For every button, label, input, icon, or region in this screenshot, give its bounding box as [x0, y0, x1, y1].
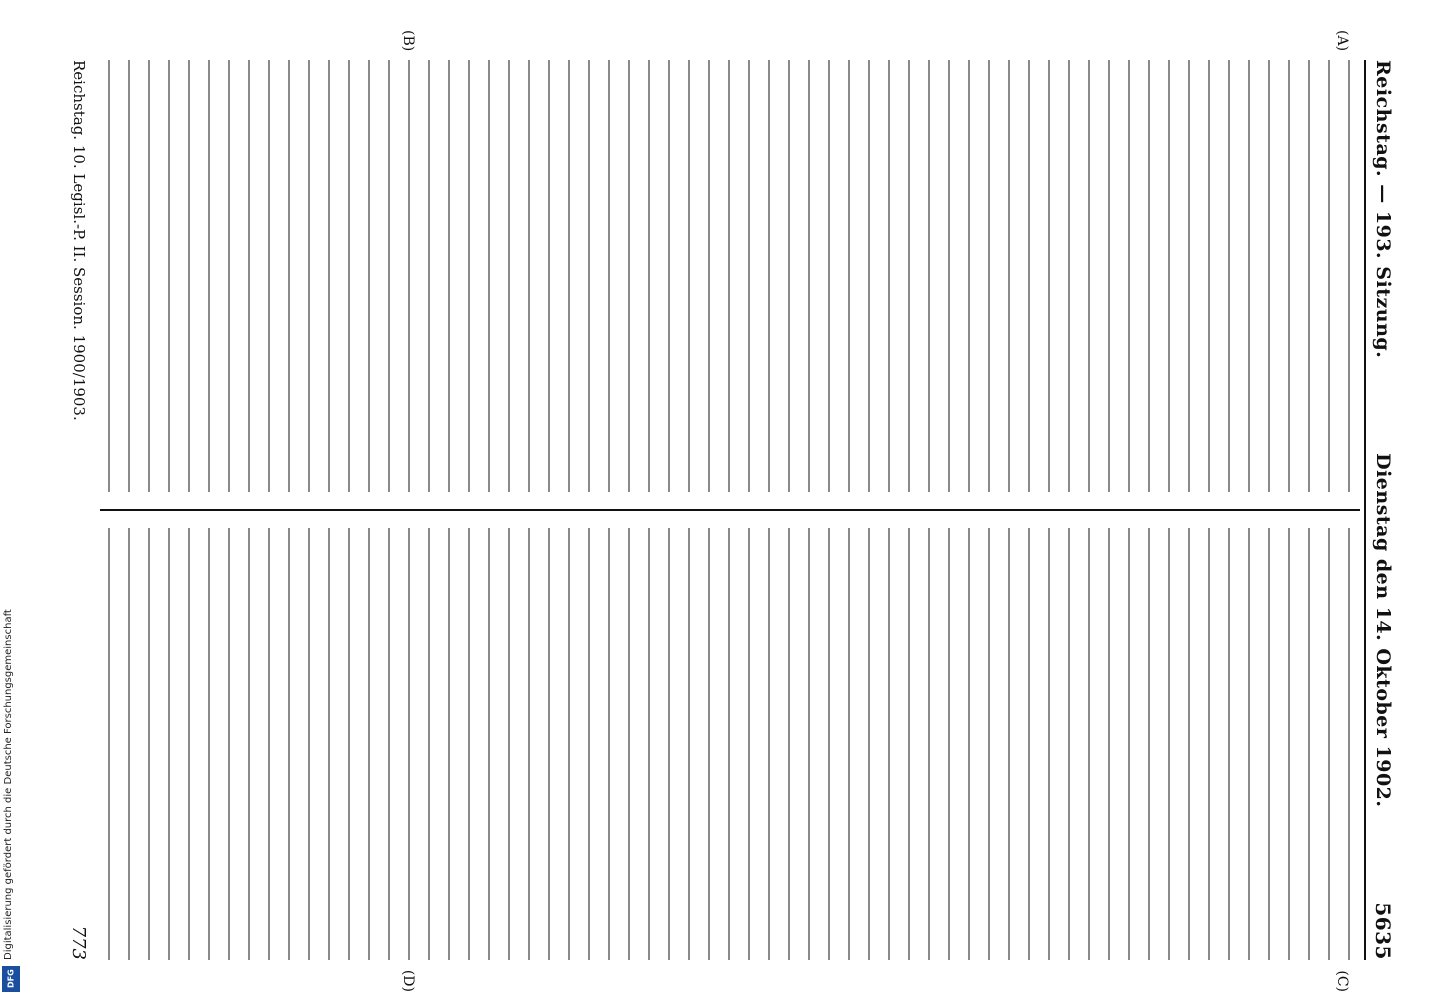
- digitization-notice: Digitalisierung gefördert durch die Deutsche Forschungsgemeinschaft: [3, 609, 14, 960]
- digitization-sidebar: [0, 0, 24, 1000]
- page-footer: [64, 60, 94, 960]
- page-content: [60, 20, 1400, 992]
- text-column-left: [100, 60, 1360, 492]
- page-number: 5635: [1371, 902, 1395, 960]
- column-divider: [100, 509, 1360, 511]
- text-body: [100, 30, 1360, 992]
- text-column-right: [100, 528, 1360, 960]
- margin-marker-c: (C): [1334, 970, 1350, 992]
- running-head: [1364, 60, 1400, 960]
- margin-marker-a: (A): [1334, 30, 1350, 52]
- folio-number: 773: [68, 925, 90, 960]
- session-date: Dienstag den 14. Oktober 1902.: [1372, 453, 1394, 808]
- session-title: Reichstag. — 193. Sitzung.: [1372, 60, 1394, 359]
- margin-marker-b: (B): [400, 30, 416, 52]
- scanned-page: [60, 20, 1400, 992]
- footer-reference: Reichstag. 10. Legisl.-P. II. Session. 1900/1903.: [70, 60, 88, 421]
- dfg-logo: DFG: [2, 966, 20, 992]
- margin-marker-d: (D): [400, 969, 416, 992]
